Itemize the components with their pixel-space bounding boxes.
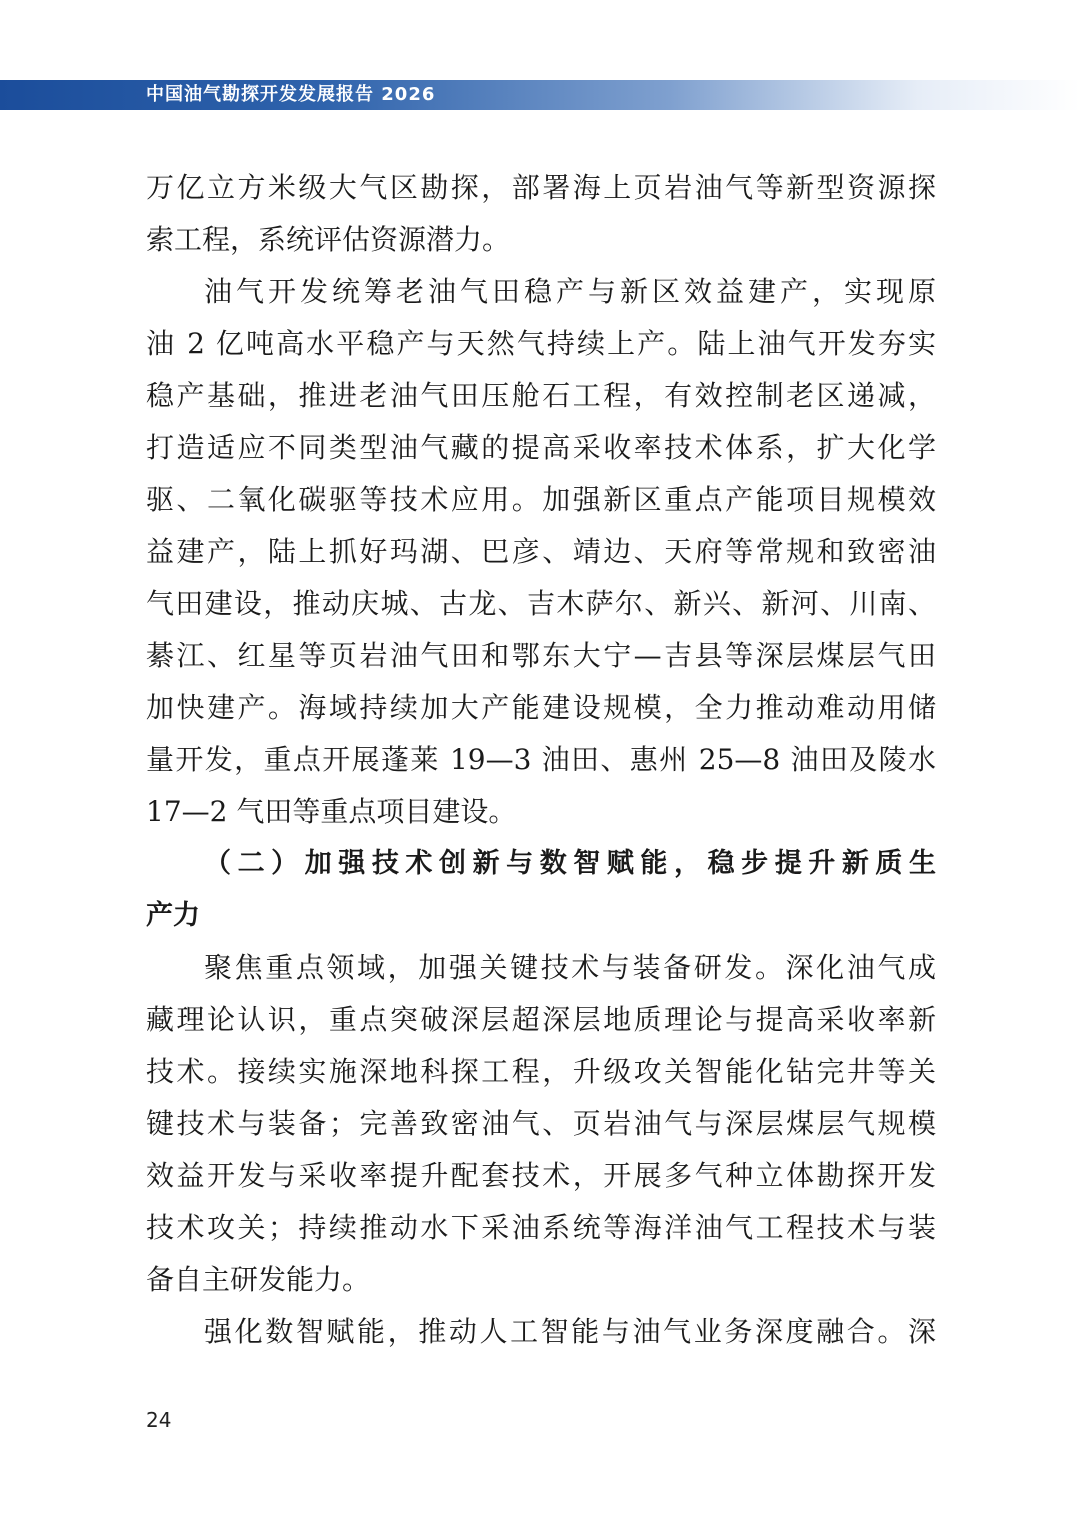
text-line: 17—2 气田等重点项目建设。: [146, 795, 517, 828]
text-line: 益建产，陆上抓好玛湖、巴彦、靖边、天府等常规和致密油: [146, 535, 936, 568]
header-band: [0, 80, 1080, 110]
text-line: 油 2 亿吨高水平稳产与天然气持续上产。陆上油气开发夯实: [146, 327, 936, 360]
text-line: 藏理论认识，重点突破深层超深层地质理论与提高采收率新: [146, 1003, 936, 1036]
text-line: 技术。接续实施深地科探工程，升级攻关智能化钻完井等关: [146, 1055, 936, 1088]
running-header-title: 中国油气勘探开发发展报告 2026: [146, 84, 436, 105]
text-line: 万亿立方米级大气区勘探，部署海上页岩油气等新型资源探: [146, 171, 936, 204]
text-line: 效益开发与采收率提升配套技术，开展多气种立体勘探开发: [146, 1159, 936, 1192]
paragraph-first-line: 油气开发统筹老油气田稳产与新区效益建产，实现原: [204, 275, 936, 308]
text-line: 备自主研发能力。: [146, 1263, 371, 1296]
text-line: 索工程，系统评估资源潜力。: [146, 223, 511, 256]
paragraph-first-line: 聚焦重点领域，加强关键技术与装备研发。深化油气成: [204, 951, 936, 984]
text-line: 技术攻关；持续推动水下采油系统等海洋油气工程技术与装: [146, 1211, 936, 1244]
text-line: 气田建设，推动庆城、古龙、吉木萨尔、新兴、新河、川南、: [146, 587, 936, 620]
text-line: 量开发，重点开展蓬莱 19—3 油田、惠州 25—8 油田及陵水: [146, 743, 936, 776]
text-line: 键技术与装备；完善致密油气、页岩油气与深层煤层气规模: [146, 1107, 936, 1140]
paragraph-first-line: 强化数智赋能，推动人工智能与油气业务深度融合。深: [204, 1315, 936, 1348]
body-text: [146, 162, 936, 1358]
section-heading-continued: 产力: [146, 900, 200, 931]
section-heading: （二）加强技术创新与数智赋能，稳步提升新质生: [204, 848, 936, 879]
text-line: 驱、二氧化碳驱等技术应用。加强新区重点产能项目规模效: [146, 483, 936, 516]
page-number: 24: [146, 1408, 172, 1432]
text-line: 打造适应不同类型油气藏的提高采收率技术体系，扩大化学: [146, 431, 936, 464]
text-line: 加快建产。海域持续加大产能建设规模，全力推动难动用储: [146, 691, 936, 724]
text-line: 綦江、红星等页岩油气田和鄂东大宁—吉县等深层煤层气田: [146, 639, 936, 672]
text-line: 稳产基础，推进老油气田压舱石工程，有效控制老区递减，: [146, 379, 936, 412]
